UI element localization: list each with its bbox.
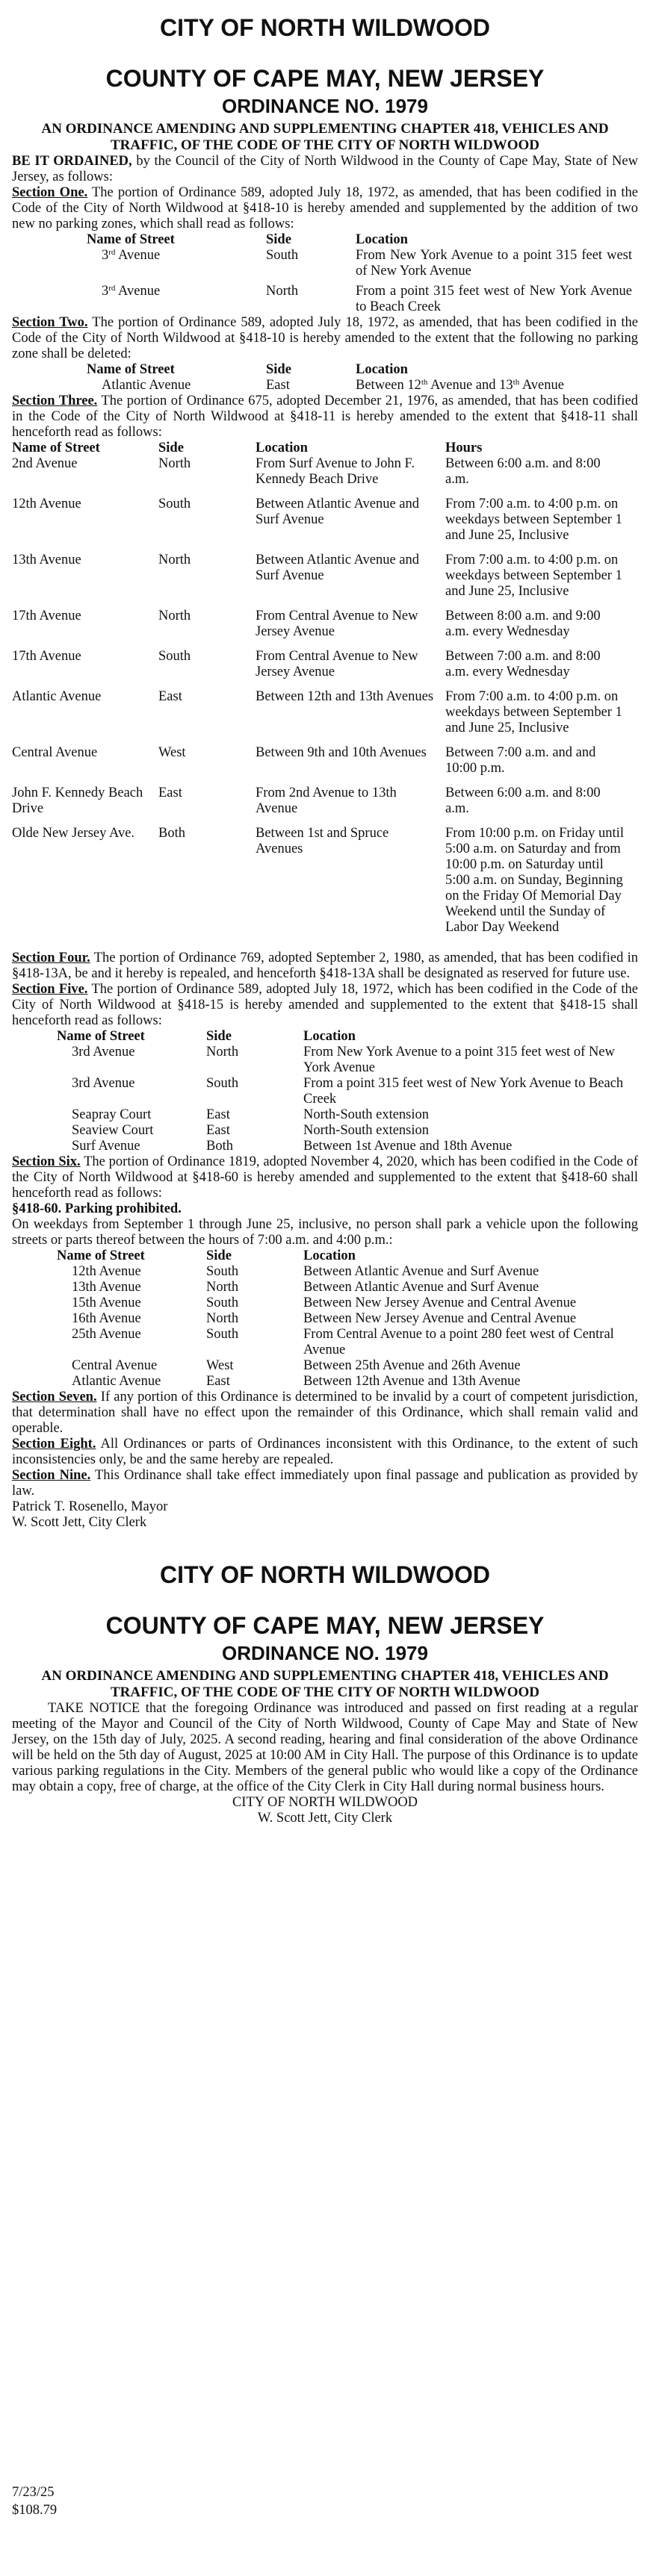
- street-cell: 12th Avenue: [12, 497, 81, 511]
- section-three: [12, 393, 638, 441]
- header-side: Side: [206, 1029, 232, 1044]
- side-cell: South: [158, 649, 191, 664]
- side-cell: Both: [206, 1139, 233, 1154]
- side-cell: West: [158, 745, 186, 760]
- notice2-body: TAKE NOTICE that the foregoing Ordinance was introduced and passed on first reading at a regular meeting of the Mayor and Council of the City of North Wildwood, County of Cape May and State of New Jersey, on the 15th day of July, 2025. A second reading, hearing and final consideration of the above Ordinance will be held on the 5th day of August, 2025 at 10:00 AM in City Hall. The purpose of this Ordinance is to update various parking regulations in the City. Members of the general public who would like a copy of the Ordinance may obtain a copy, free of charge, at the office of the City Clerk in City Hall during normal business hours.: [12, 1701, 638, 1794]
- section-two-table: [87, 362, 632, 393]
- side-cell: South: [206, 1327, 239, 1342]
- side-cell: South: [206, 1264, 239, 1279]
- table-row: [12, 553, 632, 609]
- table-row: [12, 456, 632, 497]
- loc-cell: From Central Avenue to a point 280 feet west of Central Avenue: [303, 1327, 614, 1357]
- hours-cell: Between 8:00 a.m. and 9:00 a.m. every Wednesday: [445, 609, 601, 639]
- loc-cell: Between 25th Avenue and 26th Avenue: [303, 1358, 521, 1373]
- notice2-signature-city: CITY OF NORTH WILDWOOD: [232, 1795, 418, 1810]
- table-header: [12, 441, 632, 456]
- header-location: Location: [356, 362, 408, 377]
- section-six-subheading: §418-60. Parking prohibited.: [12, 1201, 182, 1216]
- table-row: [57, 1280, 637, 1295]
- section-four: [12, 951, 638, 982]
- section-three-table: [12, 441, 632, 945]
- street-cell: John F. Kennedy Beach Drive: [12, 785, 143, 816]
- header-location: Location: [303, 1029, 356, 1044]
- street-cell: 3rd Avenue: [72, 1045, 135, 1060]
- header-street: Name of Street: [12, 441, 100, 455]
- header-location: Location: [356, 232, 408, 247]
- section-eight-label: Section Eight.: [12, 1437, 96, 1452]
- table-row: [12, 609, 632, 649]
- signature-clerk: W. Scott Jett, City Clerk: [12, 1515, 147, 1530]
- hours-cell: From 7:00 a.m. to 4:00 p.m. on weekdays between September 1 and June 25, Inclusive: [445, 553, 622, 599]
- street-cell: 3rd Avenue: [102, 284, 161, 299]
- table-header: [57, 1248, 637, 1264]
- section-four-text: The portion of Ordinance 769, adopted September 2, 1980, as amended, that has been codified in §418-13A, be and it hereby is repealed, and henceforth §418-13A shall be designated as reserved for future use.: [12, 951, 638, 981]
- street-cell: Seaview Court: [72, 1123, 154, 1138]
- side-cell: South: [206, 1076, 239, 1091]
- table-row: [57, 1295, 637, 1311]
- table-row: [12, 745, 632, 785]
- loc-cell: Between 12th Avenue and 13th Avenue: [303, 1374, 521, 1389]
- header-side: Side: [206, 1248, 232, 1263]
- loc-cell: Between 12th and 13th Avenues: [256, 689, 434, 704]
- side-cell: East: [206, 1123, 230, 1138]
- ordained-paragraph: [12, 154, 638, 185]
- loc-cell: From Surf Avenue to John F. Kennedy Beach Drive: [256, 456, 415, 487]
- side-cell: North: [158, 553, 191, 567]
- table-row: [57, 1327, 637, 1358]
- table-header: [57, 1029, 637, 1045]
- street-cell: 2nd Avenue: [12, 456, 78, 471]
- table-row: [57, 1139, 637, 1154]
- side-cell: East: [158, 689, 182, 704]
- notice2-ordinance-title: AN ORDINANCE AMENDING AND SUPPLEMENTING CHAPTER 418, VEHICLES AND TRAFFIC, OF THE CODE OF THE CITY OF NORTH WILDWOOD: [41, 1668, 609, 1700]
- city-heading: CITY OF NORTH WILDWOOD: [159, 14, 491, 41]
- table-row: [57, 1264, 637, 1280]
- section-seven-label: Section Seven.: [12, 1390, 97, 1404]
- notice2-signature-clerk: W. Scott Jett, City Clerk: [257, 1811, 393, 1826]
- section-nine: [12, 1468, 638, 1499]
- header-street: Name of Street: [87, 232, 175, 247]
- header-street: Name of Street: [87, 362, 175, 377]
- hours-cell: From 7:00 a.m. to 4:00 p.m. on weekdays between September 1 and June 25, Inclusive: [445, 497, 622, 543]
- loc-cell: Between 1st Avenue and 18th Avenue: [303, 1139, 513, 1154]
- section-four-label: Section Four.: [12, 951, 90, 965]
- street-cell: 17th Avenue: [12, 609, 81, 623]
- hours-cell: Between 7:00 a.m. and 8:00 a.m. every Wednesday: [445, 649, 601, 679]
- table-row: [57, 1076, 637, 1107]
- street-cell: Seapray Court: [72, 1107, 152, 1122]
- signature-mayor: Patrick T. Rosenello, Mayor: [12, 1499, 168, 1514]
- section-two: [12, 315, 638, 362]
- header-hours: Hours: [445, 441, 483, 455]
- loc-cell: Between New Jersey Avenue and Central Avenue: [303, 1311, 577, 1326]
- street-cell: Atlantic Avenue: [72, 1374, 161, 1389]
- table-row: [12, 785, 632, 826]
- publication-price: $108.79: [12, 2503, 58, 2518]
- section-six: [12, 1154, 638, 1201]
- location-cell: From a point 315 feet west of New York Avenue to Beach Creek: [356, 284, 632, 314]
- side-cell: North: [266, 284, 299, 299]
- section-five-text: The portion of Ordinance 589, adopted July 18, 1972, which has been codified in the Code of the City of North Wildwood at §418-15 is hereby amended and supplemented to the extent that §418-15 shall henceforth read as follows:: [12, 982, 639, 1028]
- street-cell: Atlantic Avenue: [12, 689, 102, 704]
- section-eight-text: All Ordinances or parts of Ordinances inconsistent with this Ordinance, to the extent of such inconsistencies only, be and the same hereby are repealed.: [12, 1437, 638, 1467]
- publication-date: 7/23/25: [12, 2485, 55, 2500]
- loc-cell: From New York Avenue to a point 315 feet west of New York Avenue: [303, 1045, 615, 1075]
- loc-cell: From Central Avenue to New Jersey Avenue: [256, 649, 418, 679]
- side-cell: East: [206, 1107, 230, 1122]
- street-cell: 17th Avenue: [12, 649, 81, 664]
- street-cell: 25th Avenue: [72, 1327, 141, 1342]
- section-nine-label: Section Nine.: [12, 1468, 91, 1483]
- side-cell: North: [206, 1311, 239, 1326]
- table-row: [57, 1107, 637, 1123]
- county-heading: COUNTY OF CAPE MAY, NEW JERSEY: [105, 65, 545, 92]
- location-cell: From New York Avenue to a point 315 feet west of New York Avenue: [356, 248, 632, 279]
- section-one-table: [87, 232, 632, 315]
- loc-cell: Between Atlantic Avenue and Surf Avenue: [303, 1280, 539, 1295]
- notice2-ordinance-number: ORDINANCE NO. 1979: [222, 1642, 428, 1664]
- header-location: Location: [303, 1248, 356, 1263]
- side-cell: South: [206, 1295, 239, 1310]
- loc-cell: Between 1st and Spruce Avenues: [256, 826, 389, 856]
- section-five-table: [57, 1029, 637, 1154]
- side-cell: South: [266, 248, 299, 263]
- section-one-label: Section One.: [12, 185, 88, 200]
- street-cell: 13th Avenue: [72, 1280, 141, 1295]
- table-header: [87, 232, 632, 248]
- table-row: [87, 378, 632, 393]
- table-header: [87, 362, 632, 378]
- street-cell: Atlantic Avenue: [102, 378, 191, 393]
- side-cell: North: [158, 609, 191, 623]
- section-two-label: Section Two.: [12, 315, 88, 330]
- header-street: Name of Street: [57, 1248, 145, 1263]
- street-cell: 12th Avenue: [72, 1264, 141, 1279]
- side-cell: East: [206, 1374, 230, 1389]
- table-row: [12, 826, 632, 945]
- side-cell: South: [158, 497, 191, 511]
- table-row: [57, 1045, 637, 1076]
- section-five: [12, 982, 638, 1029]
- side-cell: West: [206, 1358, 234, 1373]
- section-six-table: [57, 1248, 637, 1390]
- loc-cell: From 2nd Avenue to 13th Avenue: [256, 785, 397, 816]
- section-one: [12, 185, 638, 232]
- loc-cell: Between New Jersey Avenue and Central Avenue: [303, 1295, 577, 1310]
- ordained-lead: BE IT ORDAINED,: [12, 154, 132, 169]
- section-eight: [12, 1437, 638, 1468]
- section-six-intro: On weekdays from September 1 through June 25, inclusive, no person shall park a vehicle upon the following streets or parts thereof between the hours of 7:00 a.m. and 4:00 p.m.:: [12, 1217, 638, 1248]
- location-cell: Between 12th Avenue and 13th Avenue: [356, 378, 564, 393]
- table-row: [57, 1123, 637, 1139]
- street-cell: Olde New Jersey Ave.: [12, 826, 135, 841]
- header-side: Side: [266, 362, 291, 377]
- header-side: Side: [266, 232, 291, 247]
- table-row: [12, 689, 632, 745]
- table-row: [57, 1374, 637, 1390]
- ordained-text: by the Council of the City of North Wildwood in the County of Cape May, State of New Jersey, as follows:: [12, 154, 638, 184]
- header-street: Name of Street: [57, 1029, 145, 1044]
- hours-cell: Between 6:00 a.m. and 8:00 a.m.: [445, 456, 601, 487]
- notice2-city-heading: CITY OF NORTH WILDWOOD: [159, 1561, 491, 1588]
- loc-cell: North-South extension: [303, 1107, 430, 1122]
- publication-footer: [12, 2483, 57, 2519]
- loc-cell: Between 9th and 10th Avenues: [256, 745, 427, 760]
- hours-cell: From 7:00 a.m. to 4:00 p.m. on weekdays between September 1 and June 25, Inclusive: [445, 689, 622, 735]
- hours-cell: Between 7:00 a.m. and and 10:00 p.m.: [445, 745, 596, 776]
- section-six-text: The portion of Ordinance 1819, adopted November 4, 2020, which has been codified in the Code of the City of North Wildwood at §418-60 is hereby amended and supplemented to the extent that §418-60 shall henceforth read as follows:: [12, 1154, 639, 1201]
- section-three-text: The portion of Ordinance 675, adopted December 21, 1976, as amended, that has been codified in the Code of the City of North Wildwood at §418-11 is hereby amended to the extent that §418-11 shall henceforth read as follows:: [12, 393, 638, 440]
- side-cell: North: [206, 1280, 239, 1295]
- street-cell: Central Avenue: [12, 745, 98, 760]
- section-three-label: Section Three.: [12, 393, 98, 408]
- street-cell: Central Avenue: [72, 1358, 158, 1373]
- side-cell: North: [158, 456, 191, 471]
- table-row: [57, 1311, 637, 1327]
- section-seven-text: If any portion of this Ordinance is determined to be invalid by a court of competent jurisdiction, that determination shall have no effect upon the remainder of this Ordinance, which shall remain valid and operable.: [12, 1390, 638, 1436]
- section-one-text: The portion of Ordinance 589, adopted July 18, 1972, as amended, that has been codified in the Code of the City of North Wildwood at §418-10 is hereby amended and supplemented by the addition of two new no parking zones, which shall read as follows:: [12, 185, 638, 231]
- header-location: Location: [256, 441, 308, 455]
- section-two-text: The portion of Ordinance 589, adopted July 18, 1972, as amended, that has been codified in the Code of the City of North Wildwood at §418-10 is hereby amended to the extent that the following no parking zone shall be deleted:: [12, 315, 638, 361]
- table-row: [12, 649, 632, 689]
- side-cell: East: [158, 785, 182, 800]
- street-cell: 3rd Avenue: [72, 1076, 135, 1091]
- street-cell: 13th Avenue: [12, 553, 81, 567]
- header-side: Side: [158, 441, 184, 455]
- table-row: [87, 279, 632, 315]
- loc-cell: Between Atlantic Avenue and Surf Avenue: [303, 1264, 539, 1279]
- loc-cell: North-South extension: [303, 1123, 430, 1138]
- side-cell: Both: [158, 826, 185, 841]
- table-row: [57, 1358, 637, 1374]
- notice2-county-heading: COUNTY OF CAPE MAY, NEW JERSEY: [105, 1612, 545, 1639]
- section-seven: [12, 1390, 638, 1437]
- side-cell: North: [206, 1045, 239, 1060]
- street-cell: Surf Avenue: [72, 1139, 140, 1154]
- table-row: [87, 248, 632, 279]
- loc-cell: From Central Avenue to New Jersey Avenue: [256, 609, 418, 639]
- street-cell: 3rd Avenue: [102, 248, 161, 263]
- street-cell: 15th Avenue: [72, 1295, 141, 1310]
- ordinance-title: AN ORDINANCE AMENDING AND SUPPLEMENTING CHAPTER 418, VEHICLES AND TRAFFIC, OF THE CODE OF THE CITY OF NORTH WILDWOOD: [41, 121, 609, 153]
- section-five-label: Section Five.: [12, 982, 88, 997]
- hours-cell: From 10:00 p.m. on Friday until 5:00 a.m. on Saturday and from 10:00 p.m. on Saturday until 5:00 a.m. on Sunday, Beginning on the Friday Of Memorial Day Weekend until the Sunday of Labor Day Weekend: [445, 826, 624, 935]
- table-row: [12, 497, 632, 553]
- ordinance-number: ORDINANCE NO. 1979: [222, 95, 428, 117]
- section-nine-text: This Ordinance shall take effect immediately upon final passage and publication as provided by law.: [12, 1468, 638, 1499]
- side-cell: East: [266, 378, 290, 393]
- hours-cell: Between 6:00 a.m. and 8:00 a.m.: [445, 785, 601, 816]
- section-six-label: Section Six.: [12, 1154, 81, 1169]
- loc-cell: Between Atlantic Avenue and Surf Avenue: [256, 497, 420, 527]
- loc-cell: From a point 315 feet west of New York Avenue to Beach Creek: [303, 1076, 624, 1107]
- loc-cell: Between Atlantic Avenue and Surf Avenue: [256, 553, 420, 583]
- street-cell: 16th Avenue: [72, 1311, 141, 1326]
